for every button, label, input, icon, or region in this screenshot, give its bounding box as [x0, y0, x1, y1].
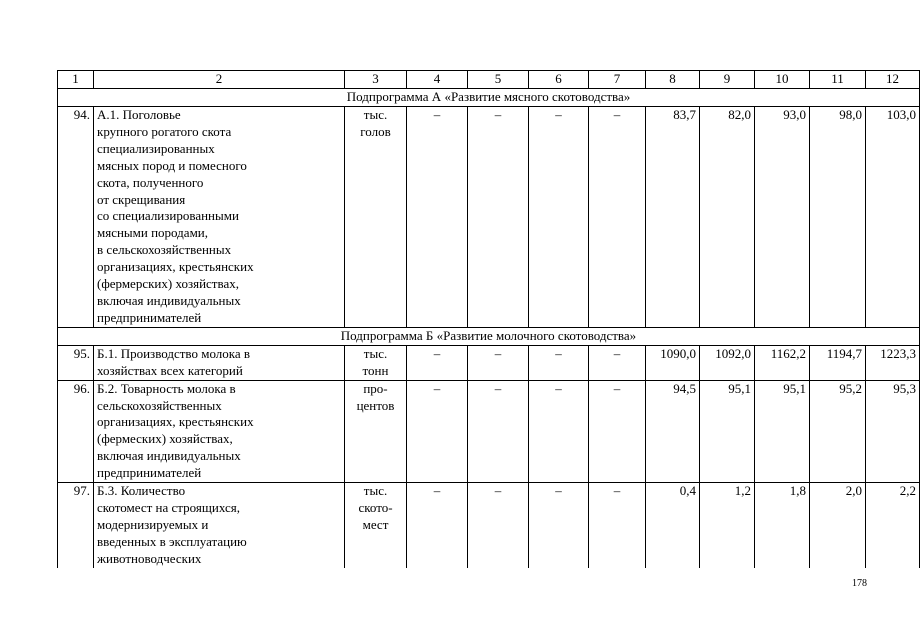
section-title: Подпрограмма Б «Развитие молочного скотоводства» [58, 327, 920, 345]
indicator-name [94, 107, 345, 328]
unit-line: тыс. [363, 107, 388, 122]
column-header-1: 1 [58, 71, 94, 89]
unit-line: ското- [358, 499, 393, 515]
indicator-value: 93,0 [755, 107, 810, 328]
table-row [58, 107, 920, 328]
indicator-name-line: в сельскохозяйственных [97, 242, 232, 258]
empty-value-dash: – [468, 380, 529, 482]
unit-of-measure [345, 380, 407, 482]
empty-value-dash: – [468, 345, 529, 380]
indicator-name-line: включая индивидуальных [97, 292, 241, 308]
table-body [58, 71, 920, 568]
empty-value-dash: – [589, 483, 646, 568]
indicator-value: 95,1 [755, 380, 810, 482]
indicator-name-line: от скрещивания [97, 191, 186, 207]
column-header-8: 8 [646, 71, 700, 89]
section-header-row [58, 327, 920, 345]
indicator-value: 98,0 [810, 107, 866, 328]
unit-line: голов [360, 123, 391, 139]
section-header-row [58, 89, 920, 107]
indicator-name-line: мясными породами, [97, 225, 209, 241]
unit-of-measure [345, 483, 407, 568]
indicator-value: 1162,2 [755, 345, 810, 380]
table-row [58, 345, 920, 380]
indicator-name-line: животноводческих [97, 550, 202, 566]
empty-value-dash: – [529, 345, 589, 380]
unit-line: тыс. [363, 483, 388, 499]
indicator-value: 82,0 [700, 107, 755, 328]
indicator-value: 95,3 [866, 380, 920, 482]
indicator-name-line: скота, полученного [97, 174, 204, 190]
indicator-name-line: организациях, крестьянских [97, 259, 254, 275]
section-title: Подпрограмма А «Развитие мясного скотоводства» [58, 89, 920, 107]
indicator-name-line: Б.1. Производство молока в [97, 345, 251, 361]
empty-value-dash: – [589, 345, 646, 380]
column-number-header-row [58, 71, 920, 89]
indicator-name-line: предпринимателей [97, 465, 202, 481]
column-header-5: 5 [468, 71, 529, 89]
row-number: 97. [58, 483, 94, 568]
indicator-name-line: включая индивидуальных [97, 448, 241, 464]
unit-of-measure [345, 345, 407, 380]
indicator-value: 2,2 [866, 483, 920, 568]
indicator-name-line: крупного рогатого скота [97, 123, 232, 139]
indicator-value: 1,2 [700, 483, 755, 568]
indicator-name-line: (фермеских) хозяйствах, [97, 431, 233, 447]
empty-value-dash: – [407, 107, 468, 328]
unit-line: про- [363, 380, 388, 396]
indicator-name-line: скотомест на строящихся, [97, 499, 240, 515]
indicator-name-line: хозяйствах всех категорий [97, 362, 243, 378]
indicator-name-line: со специализированными [97, 208, 239, 224]
column-header-7: 7 [589, 71, 646, 89]
indicator-value: 94,5 [646, 380, 700, 482]
indicator-name-line: Б.3. Количество [97, 483, 186, 499]
unit-line: центов [356, 397, 395, 413]
indicator-value: 103,0 [866, 107, 920, 328]
indicator-name [94, 483, 345, 568]
empty-value-dash: – [529, 483, 589, 568]
empty-value-dash: – [589, 380, 646, 482]
table-row [58, 380, 920, 482]
indicator-name-line: введенных в эксплуатацию [97, 533, 247, 549]
indicator-value: 1090,0 [646, 345, 700, 380]
empty-value-dash: – [407, 483, 468, 568]
unit-line: тонн [362, 362, 389, 378]
table-row [58, 483, 920, 568]
empty-value-dash: – [407, 345, 468, 380]
indicator-name [94, 380, 345, 482]
empty-value-dash: – [529, 107, 589, 328]
column-header-4: 4 [407, 71, 468, 89]
empty-value-dash: – [468, 107, 529, 328]
column-header-11: 11 [810, 71, 866, 89]
indicator-name-line: предпринимателей [97, 309, 202, 325]
indicator-value: 95,2 [810, 380, 866, 482]
empty-value-dash: – [407, 380, 468, 482]
indicator-name-line: (фермерских) хозяйствах, [97, 276, 239, 292]
row-number: 95. [58, 345, 94, 380]
indicators-table [57, 70, 920, 568]
indicator-name-line: А.1. Поголовье [97, 107, 181, 122]
indicator-name-line: сельскохозяйственных [97, 397, 222, 413]
indicator-name-line: мясных пород и помесного [97, 157, 247, 173]
column-header-12: 12 [866, 71, 920, 89]
indicator-value: 1,8 [755, 483, 810, 568]
row-number: 94. [58, 107, 94, 328]
column-header-10: 10 [755, 71, 810, 89]
indicator-value: 1092,0 [700, 345, 755, 380]
unit-of-measure [345, 107, 407, 328]
empty-value-dash: – [529, 380, 589, 482]
unit-line: тыс. [363, 345, 388, 361]
indicator-name-line: специализированных [97, 140, 215, 156]
row-number: 96. [58, 380, 94, 482]
indicator-name [94, 345, 345, 380]
column-header-2: 2 [94, 71, 345, 89]
indicator-value: 1223,3 [866, 345, 920, 380]
column-header-6: 6 [529, 71, 589, 89]
empty-value-dash: – [468, 483, 529, 568]
indicator-value: 83,7 [646, 107, 700, 328]
unit-line: мест [362, 516, 389, 532]
page-number: 178 [852, 578, 867, 589]
indicator-value: 0,4 [646, 483, 700, 568]
indicator-name-line: организациях, крестьянских [97, 414, 254, 430]
indicator-value: 2,0 [810, 483, 866, 568]
indicator-name-line: Б.2. Товарность молока в [97, 380, 236, 396]
indicator-value: 1194,7 [810, 345, 866, 380]
indicator-value: 95,1 [700, 380, 755, 482]
empty-value-dash: – [589, 107, 646, 328]
column-header-3: 3 [345, 71, 407, 89]
indicator-name-line: модернизируемых и [97, 516, 209, 532]
column-header-9: 9 [700, 71, 755, 89]
